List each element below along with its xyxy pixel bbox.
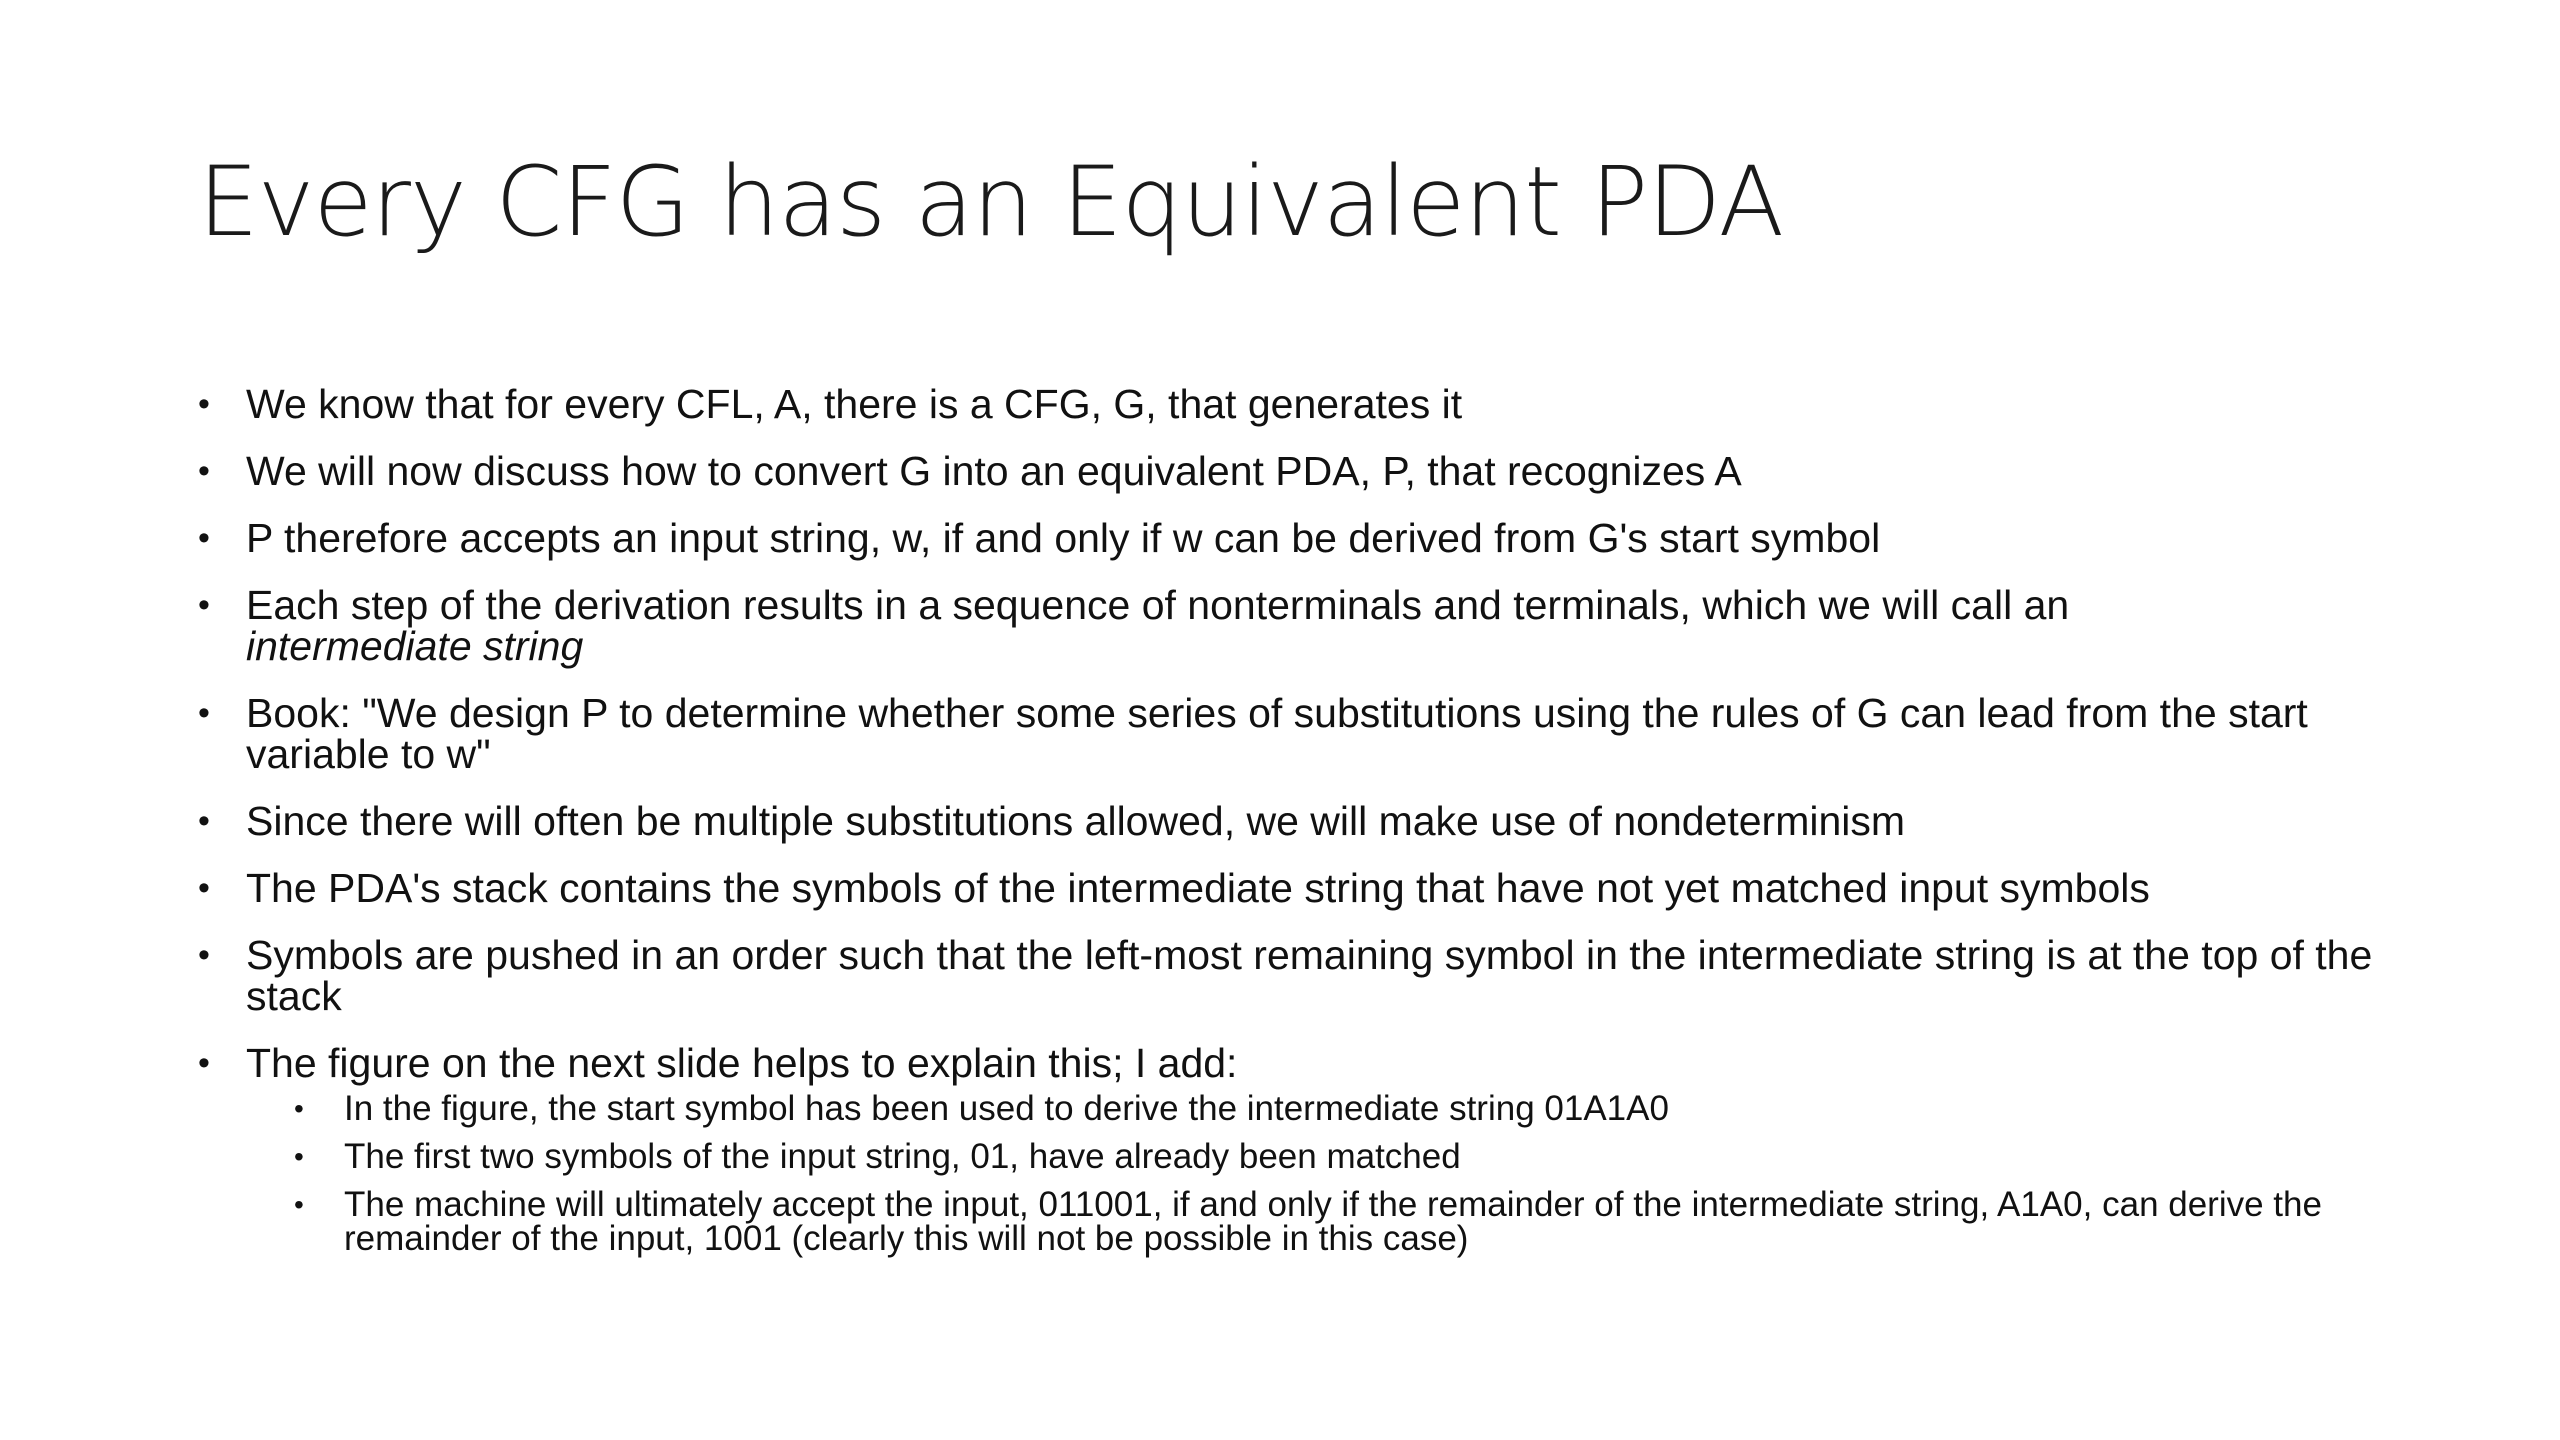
bullet-item: [198, 798, 2398, 844]
bullet-icon: •: [198, 586, 210, 624]
bullet-text: Symbols are pushed in an order such that the left-most remaining symbol in the intermediate string is at the top of the stack: [246, 932, 2373, 1019]
bullet-list: [198, 381, 2398, 1282]
bullet-text-emphasis: intermediate string: [246, 623, 584, 669]
bullet-item: [198, 865, 2398, 911]
slide-title: Every CFG has an Equivalent PDA: [198, 146, 1784, 258]
bullet-text: The PDA's stack contains the symbols of the intermediate string that have not yet matched input symbols: [246, 865, 2150, 911]
bullet-item: [198, 582, 2398, 669]
bullet-text: [246, 582, 2398, 669]
bullet-text: Since there will often be multiple substitutions allowed, we will make use of nondeterminism: [246, 798, 1906, 844]
bullet-icon: •: [198, 519, 210, 557]
bullet-item: [198, 515, 2398, 561]
bullet-item: [198, 1040, 2398, 1258]
bullet-text: We know that for every CFL, A, there is a CFG, G, that generates it: [246, 381, 1463, 427]
sub-bullet-item: [294, 1185, 2398, 1258]
sub-bullet-text: In the figure, the start symbol has been used to derive the intermediate string 01A1A0: [344, 1089, 1669, 1128]
bullet-item: [198, 932, 2398, 1019]
bullet-text: The figure on the next slide helps to explain this; I add:: [246, 1040, 1238, 1086]
bullet-icon: •: [198, 936, 210, 974]
sub-bullet-item: [294, 1089, 2398, 1128]
sub-bullet-text: The machine will ultimately accept the input, 011001, if and only if the remainder of the intermediate string, A1A0, can derive the remainder of the input, 1001 (clearly this will not be possible in this case): [344, 1185, 2322, 1258]
bullet-text: We will now discuss how to convert G into an equivalent PDA, P, that recognizes A: [246, 448, 1742, 494]
sub-bullet-item: [294, 1137, 2398, 1176]
bullet-icon: •: [294, 1141, 304, 1172]
bullet-text-main: Each step of the derivation results in a sequence of nonterminals and terminals, which we will call an: [246, 582, 2070, 628]
bullet-icon: •: [198, 802, 210, 840]
bullet-icon: •: [198, 869, 210, 907]
bullet-text: Book: "We design P to determine whether some series of substitutions using the rules of G can lead from the start variable to w": [246, 690, 2308, 777]
bullet-text: P therefore accepts an input string, w, if and only if w can be derived from G's start symbol: [246, 515, 1881, 561]
bullet-icon: •: [198, 452, 210, 490]
bullet-item: [198, 690, 2398, 777]
bullet-item: [198, 381, 2398, 427]
bullet-icon: •: [198, 385, 210, 423]
bullet-icon: •: [294, 1093, 304, 1124]
sub-bullet-text: The first two symbols of the input string, 01, have already been matched: [344, 1137, 1461, 1176]
bullet-item: [198, 448, 2398, 494]
bullet-icon: •: [198, 694, 210, 732]
bullet-icon: •: [294, 1189, 304, 1220]
sub-bullet-list: [246, 1089, 2398, 1258]
bullet-icon: •: [198, 1044, 210, 1082]
